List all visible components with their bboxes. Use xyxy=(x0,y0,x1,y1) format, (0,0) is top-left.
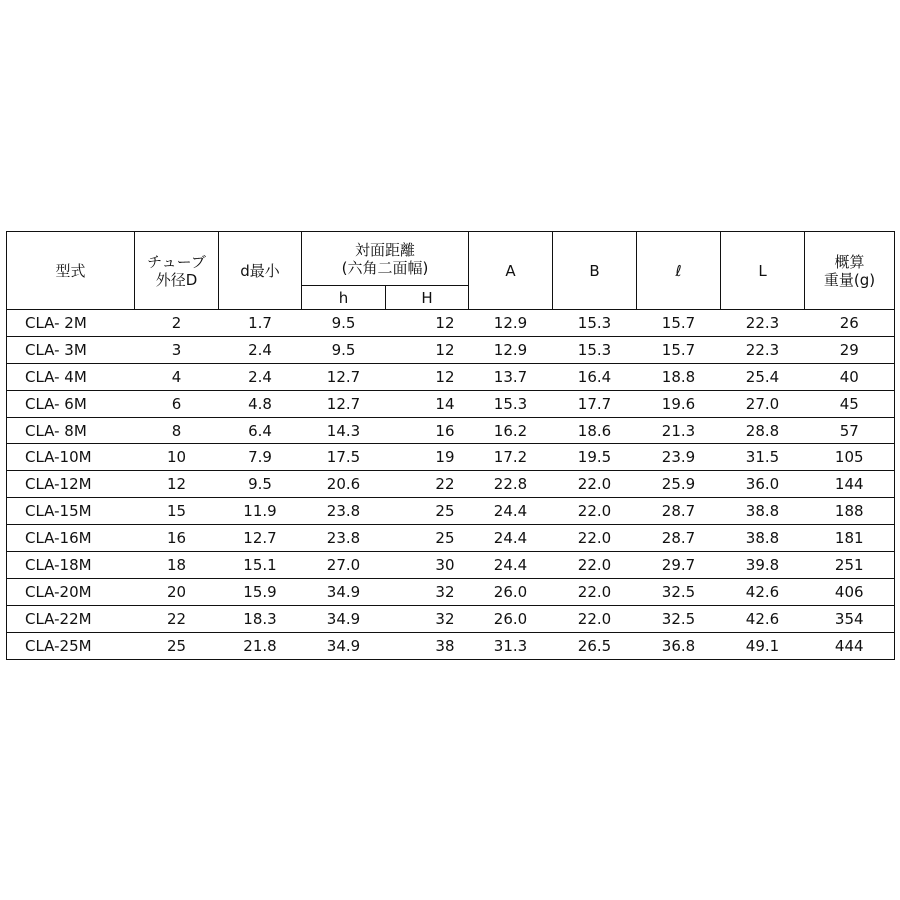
table-row xyxy=(7,390,895,417)
table-cell: 39.8 xyxy=(721,552,805,579)
table-cell: 32 xyxy=(386,605,469,632)
table-cell: 20.6 xyxy=(302,471,386,498)
table-cell: 23.8 xyxy=(302,525,386,552)
table-cell: 12 xyxy=(135,471,219,498)
table-cell: 22.0 xyxy=(553,525,637,552)
table-cell: 11.9 xyxy=(219,498,302,525)
header-L: L xyxy=(721,232,805,310)
table-cell: 2.4 xyxy=(219,363,302,390)
table-row xyxy=(7,525,895,552)
table-row xyxy=(7,310,895,337)
table-cell: 10 xyxy=(135,444,219,471)
header-H: H xyxy=(386,286,469,310)
table-cell: 26 xyxy=(805,310,895,337)
table-cell: 3 xyxy=(135,336,219,363)
table-cell: 31.5 xyxy=(721,444,805,471)
table-cell: CLA-25M xyxy=(7,632,135,659)
table-cell: 181 xyxy=(805,525,895,552)
table-cell: 25 xyxy=(386,498,469,525)
table-cell: 24.4 xyxy=(469,552,553,579)
header-tube-od: チューブ 外径D xyxy=(135,232,219,310)
table-cell: 2 xyxy=(135,310,219,337)
header-h: h xyxy=(302,286,386,310)
table-cell: 22.3 xyxy=(721,336,805,363)
table-cell: 2.4 xyxy=(219,336,302,363)
table-cell: 25 xyxy=(135,632,219,659)
table-cell: 23.8 xyxy=(302,498,386,525)
table-cell: 19.6 xyxy=(637,390,721,417)
table-row xyxy=(7,336,895,363)
table-cell: 57 xyxy=(805,417,895,444)
table-cell: 28.8 xyxy=(721,417,805,444)
table-cell: 34.9 xyxy=(302,578,386,605)
table-cell: 22.8 xyxy=(469,471,553,498)
table-cell: 22 xyxy=(135,605,219,632)
table-cell: 26.0 xyxy=(469,578,553,605)
table-cell: 9.5 xyxy=(219,471,302,498)
table-cell: 6.4 xyxy=(219,417,302,444)
table-cell: 26.5 xyxy=(553,632,637,659)
table-cell: 19.5 xyxy=(553,444,637,471)
table-cell: 15.9 xyxy=(219,578,302,605)
table-cell: CLA-20M xyxy=(7,578,135,605)
table-cell: CLA-16M xyxy=(7,525,135,552)
table-cell: 15 xyxy=(135,498,219,525)
table-cell: 25.4 xyxy=(721,363,805,390)
table-row xyxy=(7,471,895,498)
table-cell: 22.0 xyxy=(553,578,637,605)
table-cell: 28.7 xyxy=(637,525,721,552)
table-cell: 38.8 xyxy=(721,525,805,552)
table-cell: 32.5 xyxy=(637,605,721,632)
table-cell: 4.8 xyxy=(219,390,302,417)
table-cell: 22.0 xyxy=(553,605,637,632)
table-row xyxy=(7,605,895,632)
table-cell: 21.3 xyxy=(637,417,721,444)
table-cell: 16.2 xyxy=(469,417,553,444)
table-cell: 42.6 xyxy=(721,578,805,605)
table-cell: 105 xyxy=(805,444,895,471)
table-cell: 18 xyxy=(135,552,219,579)
table-cell: 444 xyxy=(805,632,895,659)
table-cell: 9.5 xyxy=(302,310,386,337)
table-cell: CLA-12M xyxy=(7,471,135,498)
table-cell: 27.0 xyxy=(302,552,386,579)
table-cell: 29.7 xyxy=(637,552,721,579)
table-header xyxy=(7,232,895,310)
table-cell: CLA- 4M xyxy=(7,363,135,390)
table-cell: 15.3 xyxy=(469,390,553,417)
table-cell: 8 xyxy=(135,417,219,444)
table-cell: 36.8 xyxy=(637,632,721,659)
table-cell: 19 xyxy=(386,444,469,471)
table-cell: 23.9 xyxy=(637,444,721,471)
table-cell: 12 xyxy=(386,363,469,390)
table-cell: 13.7 xyxy=(469,363,553,390)
table-cell: 42.6 xyxy=(721,605,805,632)
table-cell: 34.9 xyxy=(302,632,386,659)
table-cell: 406 xyxy=(805,578,895,605)
header-ell: ℓ xyxy=(637,232,721,310)
table-body xyxy=(7,310,895,660)
header-across-flats: 対面距離 (六角二面幅) xyxy=(302,232,469,286)
table-cell: CLA-15M xyxy=(7,498,135,525)
table-cell: 14.3 xyxy=(302,417,386,444)
table-row xyxy=(7,444,895,471)
table-cell: 29 xyxy=(805,336,895,363)
table-cell: 18.3 xyxy=(219,605,302,632)
spec-table xyxy=(6,231,895,660)
table-cell: 144 xyxy=(805,471,895,498)
table-row xyxy=(7,578,895,605)
table-cell: 22.0 xyxy=(553,552,637,579)
table-cell: 4 xyxy=(135,363,219,390)
table-cell: 26.0 xyxy=(469,605,553,632)
table-cell: 12.7 xyxy=(302,390,386,417)
table-cell: 16 xyxy=(135,525,219,552)
table-cell: 24.4 xyxy=(469,498,553,525)
table-cell: 16.4 xyxy=(553,363,637,390)
table-cell: 15.1 xyxy=(219,552,302,579)
table-cell: 18.6 xyxy=(553,417,637,444)
table-cell: 25.9 xyxy=(637,471,721,498)
table-cell: 15.3 xyxy=(553,336,637,363)
table-cell: 32 xyxy=(386,578,469,605)
table-cell: 38 xyxy=(386,632,469,659)
header-weight: 概算 重量(g) xyxy=(805,232,895,310)
table-cell: 34.9 xyxy=(302,605,386,632)
table-cell: 22 xyxy=(386,471,469,498)
table-cell: 14 xyxy=(386,390,469,417)
table-row xyxy=(7,498,895,525)
table-cell: 6 xyxy=(135,390,219,417)
table-cell: 16 xyxy=(386,417,469,444)
table-cell: 25 xyxy=(386,525,469,552)
table-row xyxy=(7,417,895,444)
table-cell: 24.4 xyxy=(469,525,553,552)
table-cell: 28.7 xyxy=(637,498,721,525)
table-cell: 32.5 xyxy=(637,578,721,605)
table-cell: 30 xyxy=(386,552,469,579)
table-cell: 15.3 xyxy=(553,310,637,337)
table-cell: 251 xyxy=(805,552,895,579)
table-cell: 22.0 xyxy=(553,471,637,498)
table-row xyxy=(7,363,895,390)
table-cell: 22.3 xyxy=(721,310,805,337)
table-cell: CLA-10M xyxy=(7,444,135,471)
table-cell: 15.7 xyxy=(637,336,721,363)
table-cell: 12 xyxy=(386,336,469,363)
table-cell: 31.3 xyxy=(469,632,553,659)
table-cell: 188 xyxy=(805,498,895,525)
table-cell: 36.0 xyxy=(721,471,805,498)
table-cell: 45 xyxy=(805,390,895,417)
table-cell: 7.9 xyxy=(219,444,302,471)
table-cell: CLA-22M xyxy=(7,605,135,632)
table-cell: 15.7 xyxy=(637,310,721,337)
header-A: A xyxy=(469,232,553,310)
table-cell: 12.9 xyxy=(469,310,553,337)
table-cell: 12.7 xyxy=(302,363,386,390)
header-d-min: d最小 xyxy=(219,232,302,310)
table-cell: 38.8 xyxy=(721,498,805,525)
table-row xyxy=(7,552,895,579)
table-cell: 40 xyxy=(805,363,895,390)
table-cell: 17.5 xyxy=(302,444,386,471)
table-cell: 9.5 xyxy=(302,336,386,363)
table-cell: 354 xyxy=(805,605,895,632)
table-row xyxy=(7,632,895,659)
table-cell: CLA- 8M xyxy=(7,417,135,444)
table-cell: CLA- 2M xyxy=(7,310,135,337)
table-cell: CLA- 3M xyxy=(7,336,135,363)
table-cell: CLA-18M xyxy=(7,552,135,579)
table-cell: 49.1 xyxy=(721,632,805,659)
table-cell: 21.8 xyxy=(219,632,302,659)
table-cell: 1.7 xyxy=(219,310,302,337)
table-cell: 12.9 xyxy=(469,336,553,363)
table-cell: 12 xyxy=(386,310,469,337)
table-cell: 20 xyxy=(135,578,219,605)
header-B: B xyxy=(553,232,637,310)
table-cell: 17.2 xyxy=(469,444,553,471)
table-cell: 27.0 xyxy=(721,390,805,417)
table-cell: 18.8 xyxy=(637,363,721,390)
table-cell: CLA- 6M xyxy=(7,390,135,417)
table-cell: 17.7 xyxy=(553,390,637,417)
header-model: 型式 xyxy=(7,232,135,310)
table-cell: 22.0 xyxy=(553,498,637,525)
table-cell: 12.7 xyxy=(219,525,302,552)
